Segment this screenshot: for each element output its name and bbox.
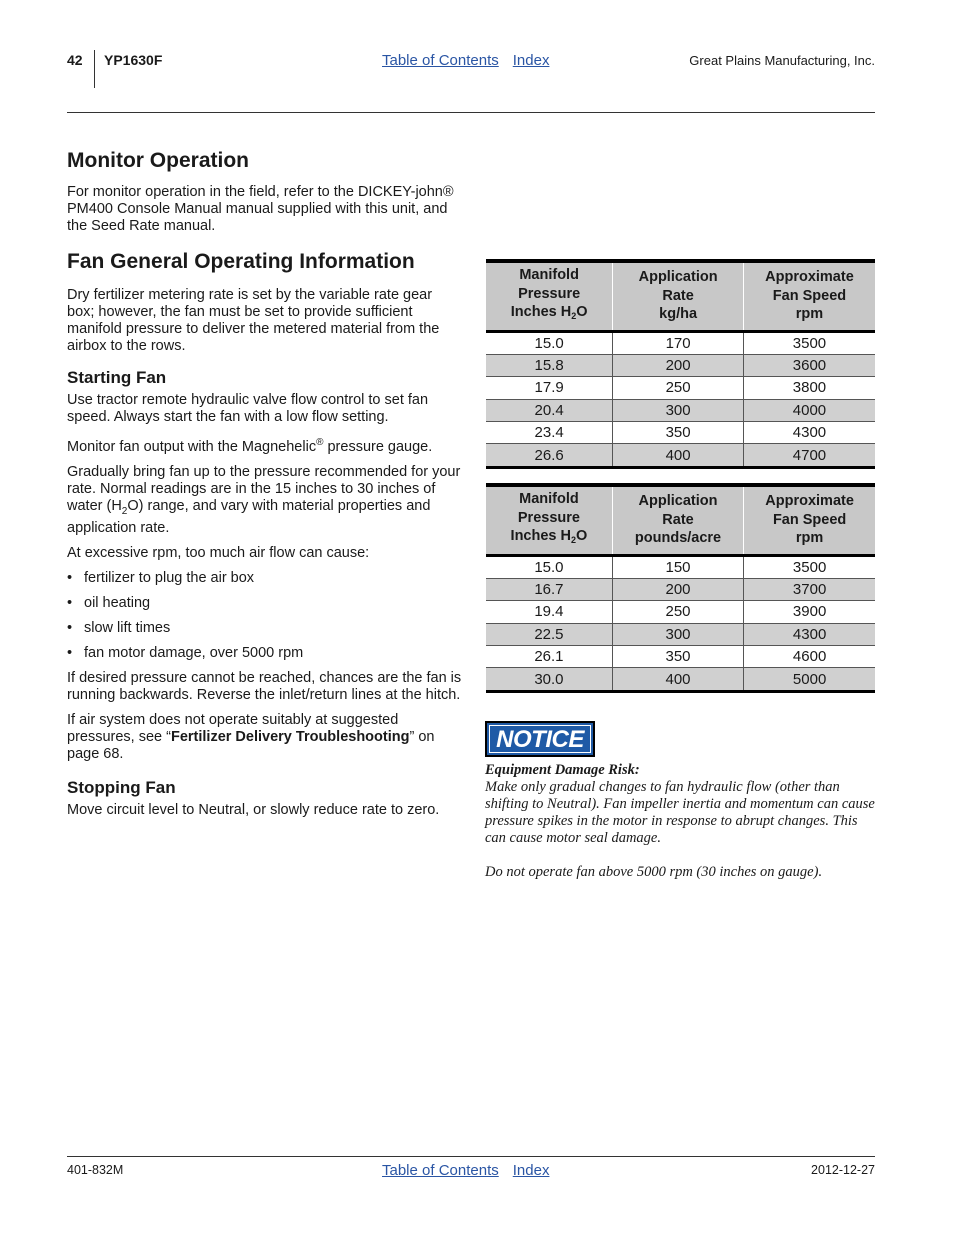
starting-p2-text: Monitor fan output with the Magnehelic [67, 438, 317, 455]
table-row [486, 601, 875, 623]
table-cell: 300 [612, 623, 743, 645]
table-cell: 16.7 [486, 578, 612, 600]
table-cell: 4700 [743, 444, 875, 467]
header-text: Rate [662, 287, 694, 304]
table-cell: 5000 [744, 668, 875, 691]
starting-p2-text-end: pressure gauge. [323, 438, 433, 455]
fan-heading: Fan General Operating Information [67, 250, 415, 273]
table-cell: 400 [613, 444, 744, 467]
header-text: Fan Speed [772, 287, 847, 304]
table-row [486, 646, 875, 668]
table-cell: 350 [612, 646, 743, 668]
stopping-heading: Stopping Fan [67, 777, 176, 797]
list-item: • slow lift times [67, 620, 462, 637]
header-toc-link[interactable]: Table of Contents [382, 52, 499, 69]
header-text: Pressure [517, 509, 580, 526]
table-cell: 150 [612, 555, 743, 578]
header-index-link[interactable]: Index [512, 52, 550, 69]
header-divider [94, 50, 95, 88]
list-item: • fertilizer to plug the air box [67, 570, 462, 587]
page-number: 42 [67, 52, 83, 68]
table-cell: 4600 [744, 646, 875, 668]
header-manifold-pressure [486, 261, 613, 331]
starting-p3-text-end: O) range, and vary with material properties and application rate. [67, 497, 431, 536]
notice-p1: Make only gradual changes to fan hydraulic flow (other than shifting to Neutral). Fan impeller inertia and momentum can cause pressure spikes in the motor in response to abrupt changes. This can cause motor seal damage. [485, 779, 875, 846]
table-cell: 26.1 [486, 646, 612, 668]
header-text: 2 [570, 535, 576, 545]
starting-p5: If desired pressure cannot be reached, chances are the fan is running backwards. Reverse the inlet/return lines at the hitch. [67, 669, 462, 703]
table-cell: 17.9 [486, 377, 613, 399]
footer-rule [67, 1156, 875, 1157]
header-text: 2 [571, 311, 577, 321]
header-fan-speed [744, 485, 875, 555]
header-text: Application [638, 269, 718, 285]
starting-p6-text: If air system does not operate suitably at suggested pressures, see “ [67, 711, 399, 745]
starting-p2 [67, 434, 462, 456]
table-cell: 15.0 [486, 555, 612, 578]
header-text: pounds/acre [634, 530, 722, 546]
monitor-section [67, 148, 462, 235]
table-cell: 15.0 [486, 331, 613, 354]
table-row [486, 422, 875, 444]
table-cell: 4300 [744, 623, 875, 645]
table-cell: 3500 [743, 331, 875, 354]
notice-p2: Do not operate fan above 5000 rpm (30 inches on gauge). [485, 864, 823, 880]
footer-nav [382, 1162, 563, 1179]
table-cell: 4000 [743, 399, 875, 421]
header-rule [67, 112, 875, 113]
table-cell: 250 [612, 601, 743, 623]
table-cell: 3900 [744, 601, 875, 623]
header-text: Approximate [765, 269, 854, 285]
list-item: • oil heating [67, 595, 462, 612]
header-nav [382, 52, 563, 69]
header-fan-speed [743, 261, 875, 331]
starting-p1: Use tractor remote hydraulic valve flow control to set fan speed. Always start the fan with a low flow setting. [67, 392, 429, 425]
table-cell: 350 [613, 422, 744, 444]
table-cell: 3500 [744, 555, 875, 578]
doc-code: 401-832M [67, 1163, 124, 1177]
notice-message [485, 762, 880, 898]
doc-title: YP1630F [104, 52, 163, 68]
header-text: Approximate [765, 493, 854, 509]
table-row [486, 354, 875, 376]
stopping-section [67, 777, 462, 819]
notice-title: Equipment Damage Risk: [485, 762, 640, 778]
table-row [486, 331, 875, 354]
header-text: Application [638, 493, 718, 509]
table-cell: 15.8 [486, 354, 613, 376]
table-row [486, 623, 875, 645]
header-text: O [576, 528, 588, 544]
fan-speed-table-us [486, 483, 875, 693]
monitor-body: For monitor operation in the field, refer to the DICKEY-john® PM400 Console Manual manual supplied with this unit, and the Seed Rate manual. [67, 184, 454, 234]
header-manifold-pressure [486, 485, 612, 555]
list-item: • fan motor damage, over 5000 rpm [67, 645, 462, 662]
header-text: Manifold [519, 491, 579, 507]
starting-p3 [67, 464, 462, 537]
header-text: rpm [795, 530, 824, 546]
monitor-heading: Monitor Operation [67, 149, 249, 172]
left-column [67, 148, 462, 827]
table-cell: 26.6 [486, 444, 613, 467]
stopping-body: Move circuit level to Neutral, or slowly reduce rate to zero. [67, 801, 440, 818]
header-text: Manifold [519, 267, 579, 283]
table-cell: 200 [613, 354, 744, 376]
header-text: Rate [662, 511, 694, 528]
troubleshooting-reference[interactable]: Fertilizer Delivery Troubleshooting [170, 728, 410, 745]
fan-speed-table-metric [486, 259, 875, 469]
notice-badge [485, 721, 595, 757]
header-application-rate [612, 485, 743, 555]
table-cell: 3800 [743, 377, 875, 399]
starting-p3-text: Gradually bring fan up to the pressure recommended for your rate. Normal readings are in the 15 inches to 30 inches of water (H [67, 463, 461, 514]
starting-heading: Starting Fan [67, 368, 167, 387]
fan-section [67, 249, 462, 355]
registered-mark: ® [316, 437, 324, 448]
airflow-effects-list [67, 570, 462, 662]
header-text: Inches H [510, 304, 572, 320]
starting-p6 [67, 712, 462, 763]
starting-p4: At excessive rpm, too much air flow can cause: [67, 544, 370, 561]
header-application-rate [613, 261, 744, 331]
table-header-row [486, 261, 875, 331]
table-cell: 20.4 [486, 399, 613, 421]
table-row [486, 399, 875, 421]
table-cell: 19.4 [486, 601, 612, 623]
table-cell: 250 [613, 377, 744, 399]
starting-section [67, 367, 462, 763]
starting-p6-text-end: ” on page 68. [67, 728, 435, 762]
header-text: Inches H [510, 528, 571, 544]
table-header-row [486, 485, 875, 555]
table-cell: 200 [612, 578, 743, 600]
fan-body: Dry fertilizer metering rate is set by the variable rate gear box; however, the fan must be set to provide sufficient manifold pressure to deliver the metered material from the airbox to the rows. [67, 287, 440, 354]
table-cell: 400 [612, 668, 743, 691]
subscript-2: 2 [121, 505, 128, 517]
table-cell: 3600 [743, 354, 875, 376]
table-cell: 30.0 [486, 668, 612, 691]
table-cell: 170 [613, 331, 744, 354]
footer-index-link[interactable]: Index [512, 1162, 550, 1179]
notice-label: NOTICE [489, 725, 591, 753]
table-row [486, 668, 875, 691]
table-cell: 22.5 [486, 623, 612, 645]
header-text: rpm [795, 306, 824, 322]
header-text: Pressure [518, 285, 581, 302]
header-text: Fan Speed [772, 511, 847, 528]
table-row [486, 578, 875, 600]
table-cell: 300 [613, 399, 744, 421]
company-name: Great Plains Manufacturing, Inc. [689, 53, 875, 68]
table-cell: 3700 [744, 578, 875, 600]
table-cell: 23.4 [486, 422, 613, 444]
table-row [486, 377, 875, 399]
table-row [486, 555, 875, 578]
footer-toc-link[interactable]: Table of Contents [382, 1162, 499, 1179]
header-text: O [576, 304, 588, 320]
header-text: kg/ha [659, 306, 698, 322]
doc-date: 2012-12-27 [811, 1163, 875, 1177]
table-cell: 4300 [743, 422, 875, 444]
table-row [486, 444, 875, 467]
